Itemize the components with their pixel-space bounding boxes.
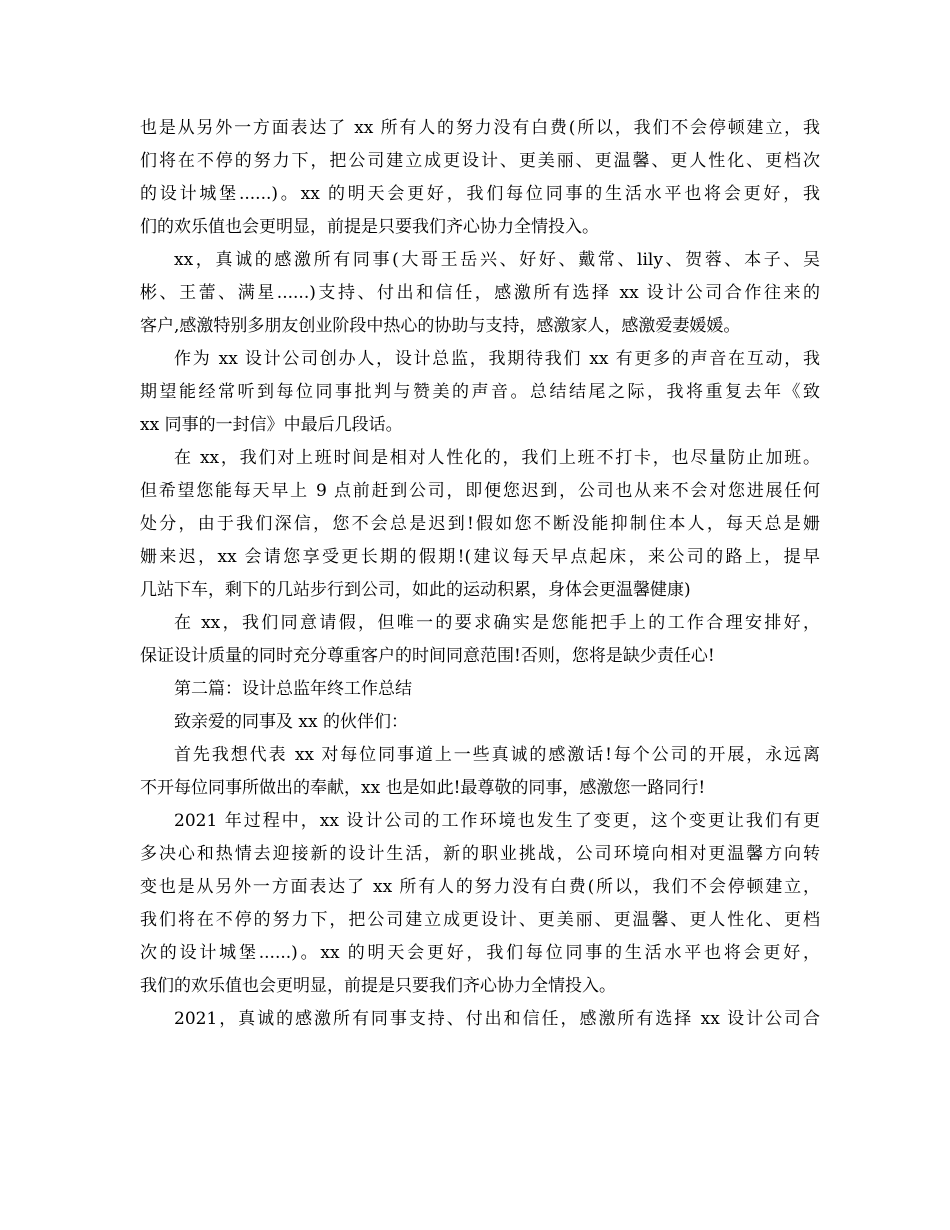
text-line: 期望能经常听到每位同事批判与赞美的声音。总结结尾之际，我将重复去年《致 [140, 382, 820, 402]
text-line: 变也是从另外一方面表达了 xx 所有人的努力没有白费(所以，我们不会停顿建立， [140, 877, 820, 897]
text-line: 不开每位同事所做出的奉献，xx 也是如此!最尊敬的同事，感激您一路同行! [140, 778, 706, 798]
paragraph [140, 739, 820, 805]
text-line: xx，真诚的感激所有同事(大哥王岳兴、好好、戴常、lily、贺蓉、本子、吴 [174, 250, 820, 270]
text-line: 我们的欢乐值也会更明显，前提是只要我们齐心协力全情投入。 [140, 976, 616, 996]
text-line: 姗来迟，xx 会请您享受更长期的假期!(建议每天早点起床，来公司的路上，提早 [140, 547, 820, 567]
paragraph [140, 673, 820, 706]
paragraph [140, 805, 820, 1003]
text-line: 几站下车，剩下的几站步行到公司，如此的运动积累，身体会更温馨健康) [140, 580, 691, 600]
text-line: 但希望您能每天早上 9 点前赶到公司，即便您迟到，公司也从来不会对您进展任何 [140, 481, 820, 501]
text-line: 彬、王蕾、满星......)支持、付出和信任，感激所有选择 xx 设计公司合作往来的 [140, 283, 820, 303]
text-line: 也是从另外一方面表达了 xx 所有人的努力没有白费(所以，我们不会停顿建立，我 [140, 118, 820, 138]
paragraph [140, 1003, 820, 1036]
text-line: 次的设计城堡......)。xx 的明天会更好，我们每位同事的生活水平也将会更好， [140, 943, 820, 963]
text-line: 客户,感激特别多朋友创业阶段中热心的协助与支持，感激家人，感激爱妻媛媛。 [140, 316, 741, 336]
text-line: 致亲爱的同事及 xx 的伙伴们： [174, 712, 408, 732]
text-line: 多决心和热情去迎接新的设计生活，新的职业挑战，公司环境向相对更温馨方向转 [140, 844, 820, 864]
text-line: 在 xx，我们对上班时间是相对人性化的，我们上班不打卡，也尽量防止加班。 [174, 448, 820, 468]
text-line: 我们将在不停的努力下，把公司建立成更设计、更美丽、更温馨、更人性化、更档 [140, 910, 820, 930]
paragraph [140, 343, 820, 442]
text-line: 的设计城堡......)。xx 的明天会更好，我们每位同事的生活水平也将会更好，我 [140, 184, 820, 204]
text-line: 在 xx，我们同意请假，但唯一的要求确实是您能把手上的工作合理安排好， [174, 613, 820, 633]
paragraph [140, 244, 820, 343]
text-line: xx 同事的一封信》中最后几段话。 [140, 415, 403, 435]
paragraph [140, 112, 820, 244]
text-line: 们将在不停的努力下，把公司建立成更设计、更美丽、更温馨、更人性化、更档次 [140, 151, 820, 171]
paragraph [140, 607, 820, 673]
text-line: 首先我想代表 xx 对每位同事道上一些真诚的感激话!每个公司的开展，永远离 [174, 745, 820, 765]
text-line: 保证设计质量的同时充分尊重客户的时间同意范围!否则，您将是缺少责任心! [140, 646, 715, 666]
text-line: 处分，由于我们深信，您不会总是迟到!假如您不断没能抑制住本人，每天总是姗 [140, 514, 820, 534]
document-body [140, 112, 820, 1036]
text-line: 们的欢乐值也会更明显，前提是只要我们齐心协力全情投入。 [140, 217, 599, 237]
paragraph [140, 706, 820, 739]
text-line: 第二篇：设计总监年终工作总结 [174, 679, 412, 699]
text-line: 2021 年过程中，xx 设计公司的工作环境也发生了变更，这个变更让我们有更 [174, 811, 820, 831]
text-line: 2021，真诚的感激所有同事支持、付出和信任，感激所有选择 xx 设计公司合 [174, 1009, 820, 1029]
text-line: 作为 xx 设计公司创办人，设计总监，我期待我们 xx 有更多的声音在互动，我 [174, 349, 820, 369]
paragraph [140, 442, 820, 607]
